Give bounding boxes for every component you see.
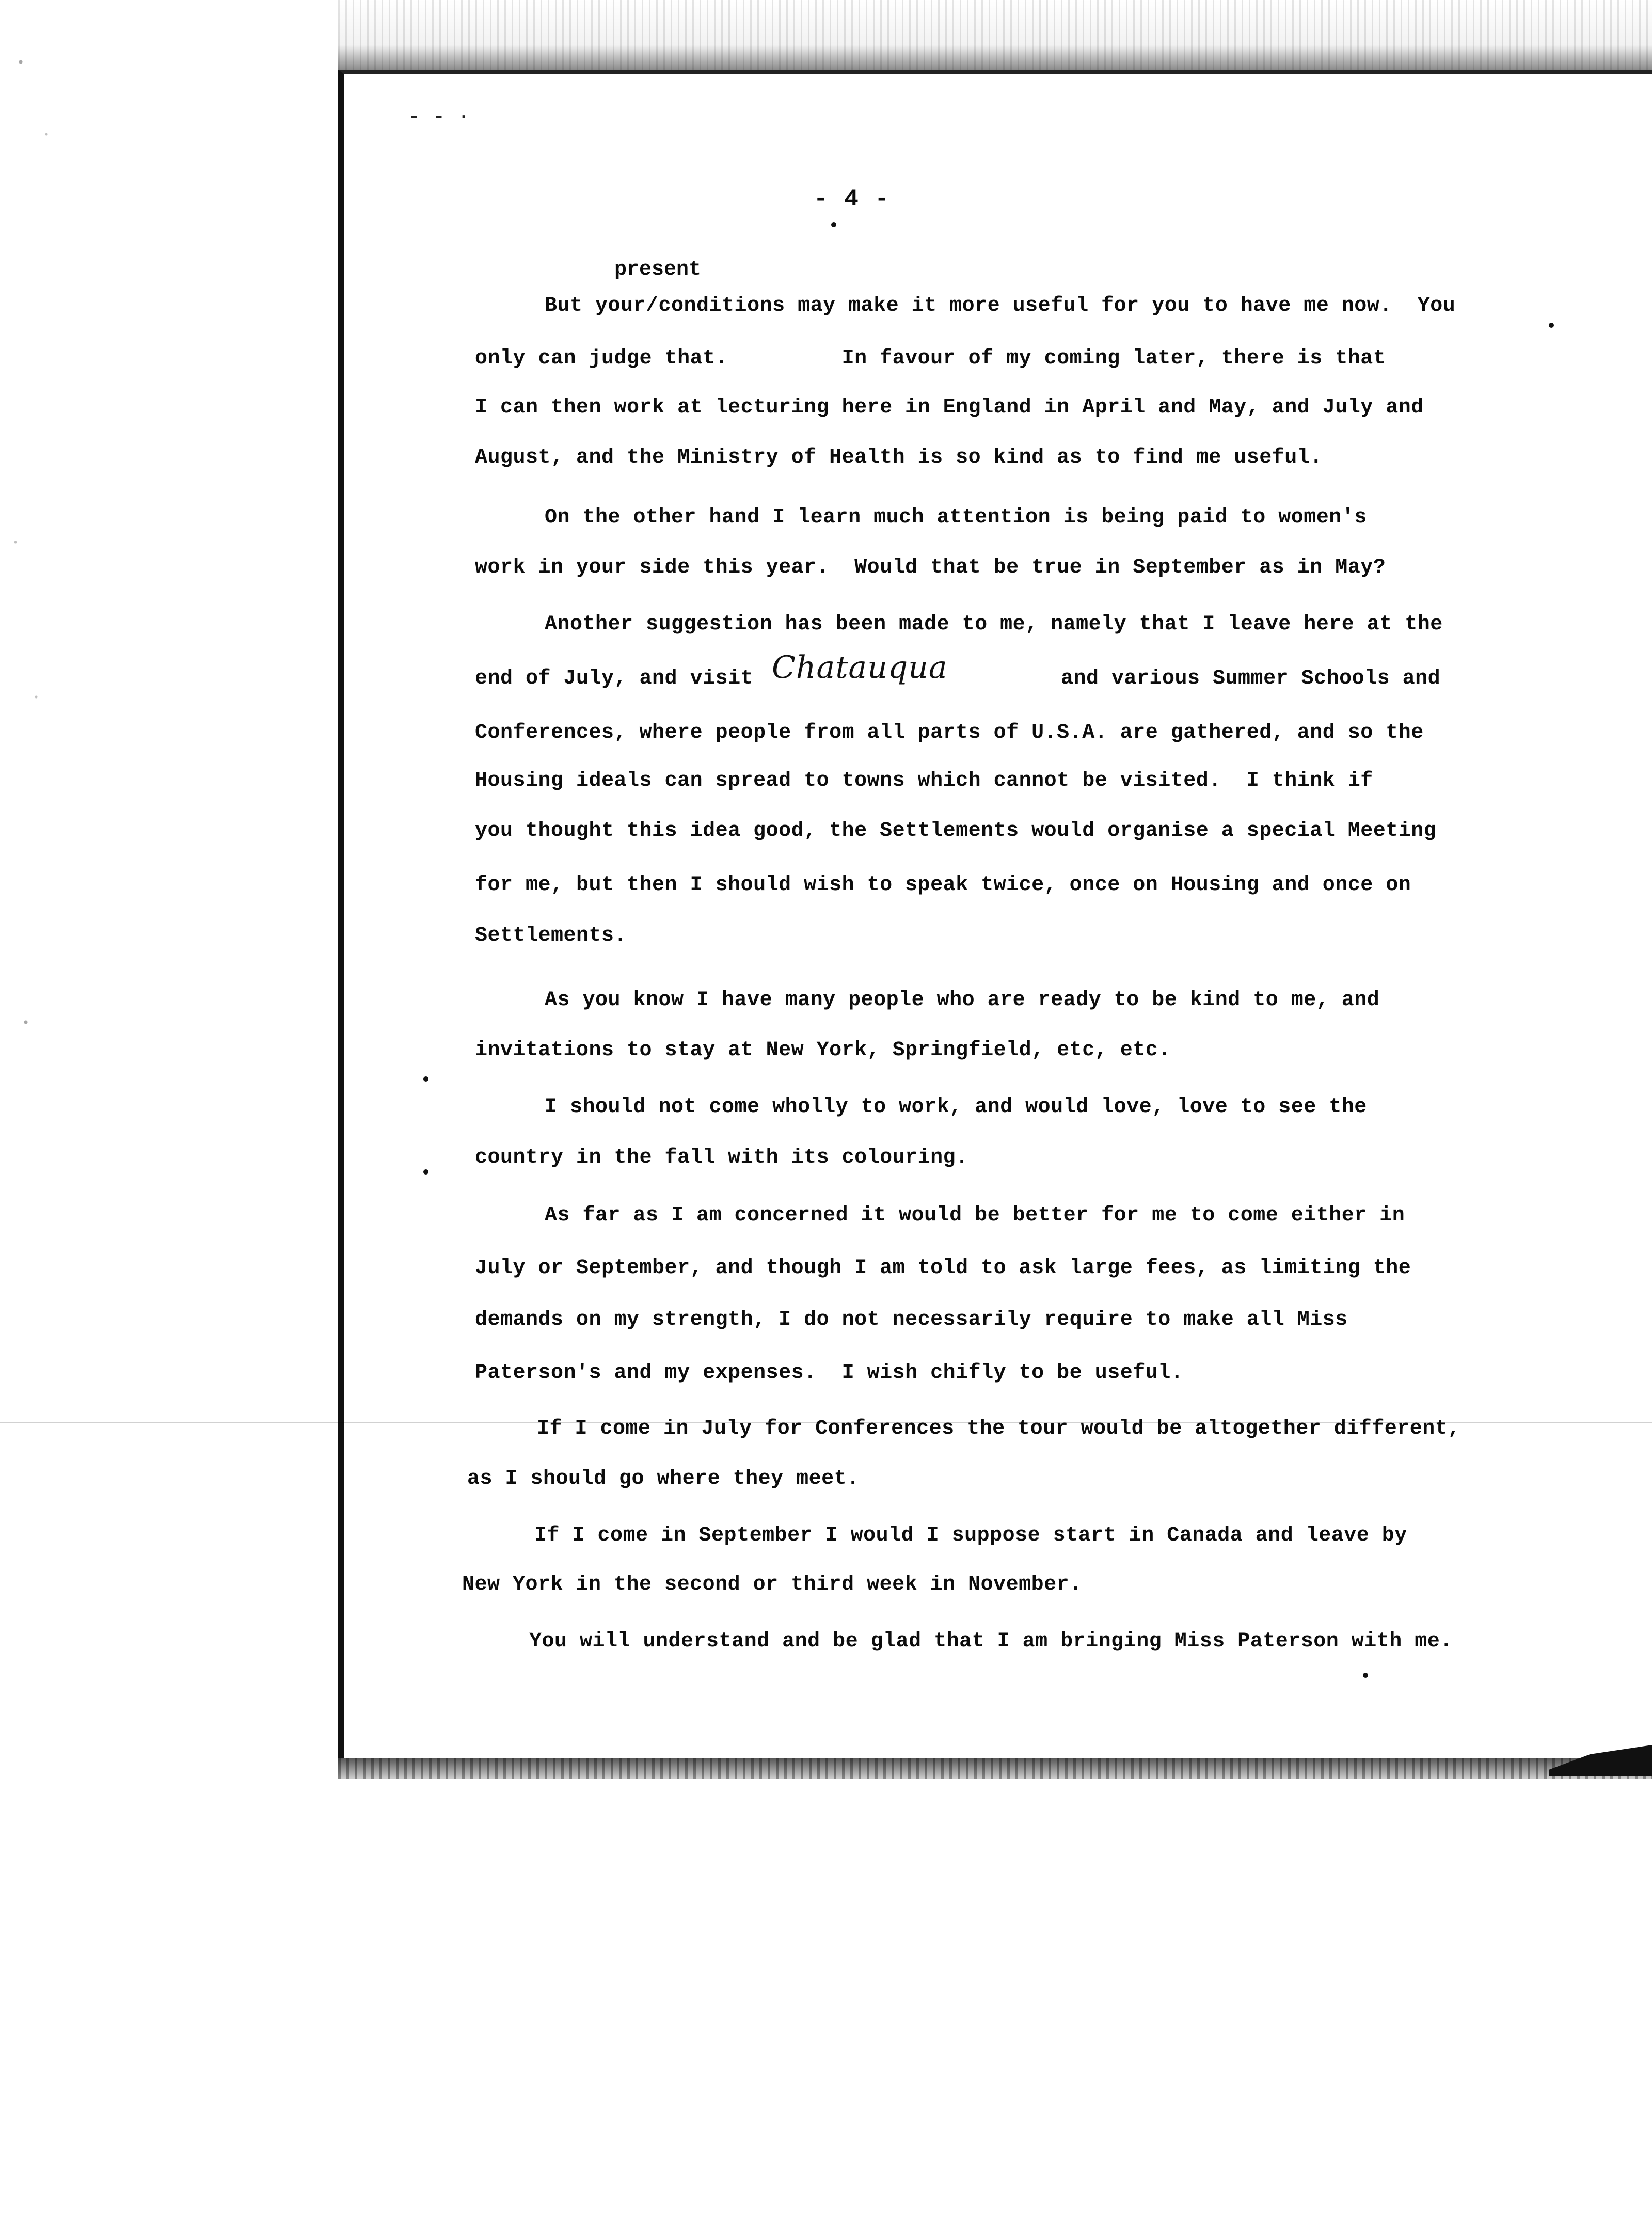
letter-line: If I come in July for Conferences the tour would be altogether different, xyxy=(537,1417,1460,1440)
speck xyxy=(831,222,836,227)
letter-line: demands on my strength, I do not necessarily require to make all Miss xyxy=(475,1308,1348,1331)
letter-line: As you know I have many people who are ready to be kind to me, and xyxy=(545,989,1380,1012)
speck xyxy=(423,1076,428,1082)
letter-line: On the other hand I learn much attention is being paid to women's xyxy=(545,506,1367,529)
letter-line: Housing ideals can spread to towns which cannot be visited. I think if xyxy=(475,769,1373,792)
letter-line: only can judge that. In favour of my coming later, there is that xyxy=(475,347,1386,370)
letter-line: You will understand and be glad that I am bringing Miss Paterson with me. xyxy=(529,1630,1453,1653)
speck xyxy=(423,1169,428,1175)
handwritten-insertion: Chatauqua xyxy=(772,649,948,686)
letter-line: I can then work at lecturing here in England in April and May, and July and xyxy=(475,396,1424,419)
page-number: - 4 - xyxy=(813,186,891,213)
scan-noise xyxy=(0,0,338,2222)
interlinear-insertion: present xyxy=(614,258,702,281)
margin-dash-mark: - - · xyxy=(408,106,470,129)
letter-line: work in your side this year. Would that be true in September as in May? xyxy=(475,556,1386,579)
letter-line: country in the fall with its colouring. xyxy=(475,1146,968,1169)
letter-line: and various Summer Schools and xyxy=(1061,667,1441,690)
scan-top-edge xyxy=(338,0,1652,75)
letter-line: As far as I am concerned it would be better for me to come either in xyxy=(545,1204,1405,1227)
letter-line: invitations to stay at New York, Springfield, etc, etc. xyxy=(475,1039,1171,1062)
letter-line: Another suggestion has been made to me, namely that I leave here at the xyxy=(545,613,1443,636)
letter-line: But your/conditions may make it more useful for you to have me now. You xyxy=(545,294,1456,318)
letter-line: July or September, and though I am told to ask large fees, as limiting the xyxy=(475,1257,1411,1280)
scan-bottom-edge xyxy=(338,1758,1652,1779)
letter-sheet xyxy=(338,70,1652,1766)
speck xyxy=(1549,323,1554,328)
letter-line: for me, but then I should wish to speak twice, once on Housing and once on xyxy=(475,874,1411,897)
letter-line: If I come in September I would I suppose start in Canada and leave by xyxy=(534,1524,1407,1547)
letter-line: Paterson's and my expenses. I wish chifly to be useful. xyxy=(475,1361,1184,1385)
letter-line: you thought this idea good, the Settlements would organise a special Meeting xyxy=(475,819,1437,843)
letter-line: end of July, and visit xyxy=(475,667,754,690)
speck xyxy=(1363,1673,1368,1678)
letter-line: New York in the second or third week in November. xyxy=(462,1573,1082,1596)
letter-line: Conferences, where people from all parts of U.S.A. are gathered, and so the xyxy=(475,721,1424,744)
letter-line: Settlements. xyxy=(475,924,627,947)
letter-line: I should not come wholly to work, and would love, love to see the xyxy=(545,1096,1367,1119)
letter-line: August, and the Ministry of Health is so kind as to find me useful. xyxy=(475,446,1323,469)
letter-line: as I should go where they meet. xyxy=(467,1467,860,1490)
